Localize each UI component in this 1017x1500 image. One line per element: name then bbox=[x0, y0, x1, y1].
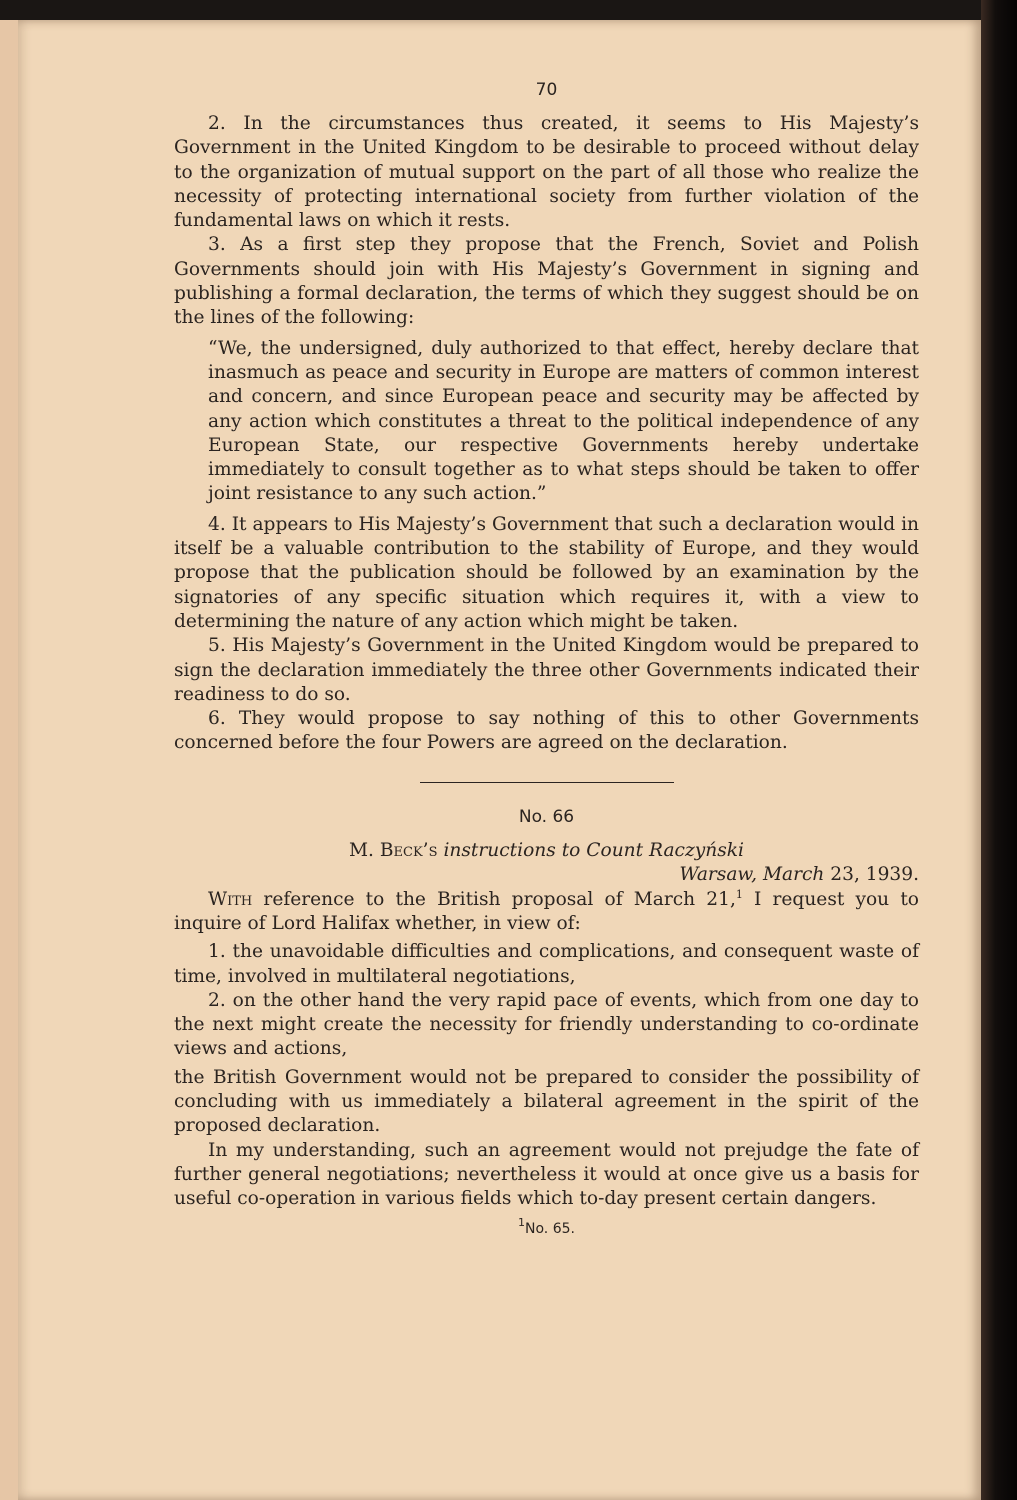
list-item: 2. on the other hand the very rapid pace of events, which from one day to the next might create the necessity for friendly understanding to co-ordinate views and actions, bbox=[174, 989, 919, 1060]
text-column bbox=[174, 20, 919, 1242]
dateline-day-year: 23, 1939. bbox=[830, 864, 919, 886]
footnote-text: No. 65. bbox=[525, 1221, 575, 1238]
paragraph-3: 3. As a first step they propose that the French, Soviet and Polish Governments should join with His Majesty’s Government in signing and publishing a formal declaration, the terms of which they suggest should be on the lines of the following: bbox=[174, 234, 919, 329]
paragraph-4: 4. It appears to His Majesty’s Government that such a declaration would in itself be a valuable contribution to the stability of Europe, and they would propose that the publication should be followed by an examination by the signatories of any specific situation which requires it, with a view to determining the nature of any action which might be taken. bbox=[174, 513, 919, 632]
document-title bbox=[174, 839, 919, 863]
paragraph-5: 5. His Majesty’s Government in the United Kingdom would be prepared to sign the declaration immediately the three other Governments indicated their readiness to do so. bbox=[174, 635, 919, 705]
document-author: M. Beck’s bbox=[349, 840, 438, 862]
book-page bbox=[18, 20, 981, 1500]
opening-text: reference to the British proposal of March 21, bbox=[252, 888, 736, 910]
opening-first-word: With bbox=[208, 888, 253, 910]
footnote-reference: 1 bbox=[735, 887, 743, 901]
closing-paragraph: In my understanding, such an agreement would not prejudge the fate of further general negotiations; nevertheless it would at once give us a basis for useful co-operation in various fields which to-day present certain dangers. bbox=[174, 1139, 919, 1210]
closing-paragraph: the British Government would not be prepared to consider the possibility of concluding with us immediately a bilateral agreement in the spirit of the proposed declaration. bbox=[174, 1066, 919, 1137]
section-divider bbox=[420, 782, 674, 783]
dateline-place-month: Warsaw, March bbox=[679, 864, 825, 886]
scan-binding-shadow bbox=[981, 0, 1017, 1500]
document-subject: instructions to Count Raczyński bbox=[443, 840, 744, 862]
opening-text-continued: I request you to inquire of Lord Halifax whether, in view of: bbox=[174, 888, 919, 934]
document-number: No. 66 bbox=[518, 806, 575, 827]
scan-top-border bbox=[0, 0, 1017, 20]
footnote-mark: 1 bbox=[518, 1216, 526, 1230]
page-number: 70 bbox=[535, 80, 558, 100]
paragraph-2: 2. In the circumstances thus created, it seems to His Majesty’s Government in the United Kingdom to be desirable to proceed without delay to the organization of mutual support on the part of all those who realize the necessity of protecting international society from further violation of the fundamental laws on which it rests. bbox=[174, 113, 919, 232]
list-item: 1. the unavoidable difficulties and complications, and consequent waste of time, involved in multilateral negotiations, bbox=[174, 941, 919, 987]
opening-paragraph bbox=[174, 888, 919, 937]
proposed-declaration-quote: “We, the undersigned, duly authorized to that effect, hereby declare that inasmuch as peace and security in Europe are matters of common interest and concern, and since European peace and security may be affected by any action which constitutes a threat to the political independence of any European State, our respective Governments hereby undertake immediately to consult together as to what steps should be taken to offer joint resistance to any such action.” bbox=[208, 337, 919, 505]
dateline bbox=[174, 863, 919, 887]
footnote bbox=[174, 1217, 919, 1241]
paragraph-6: 6. They would propose to say nothing of this to other Governments concerned before the four Powers are agreed on the declaration. bbox=[174, 708, 919, 754]
